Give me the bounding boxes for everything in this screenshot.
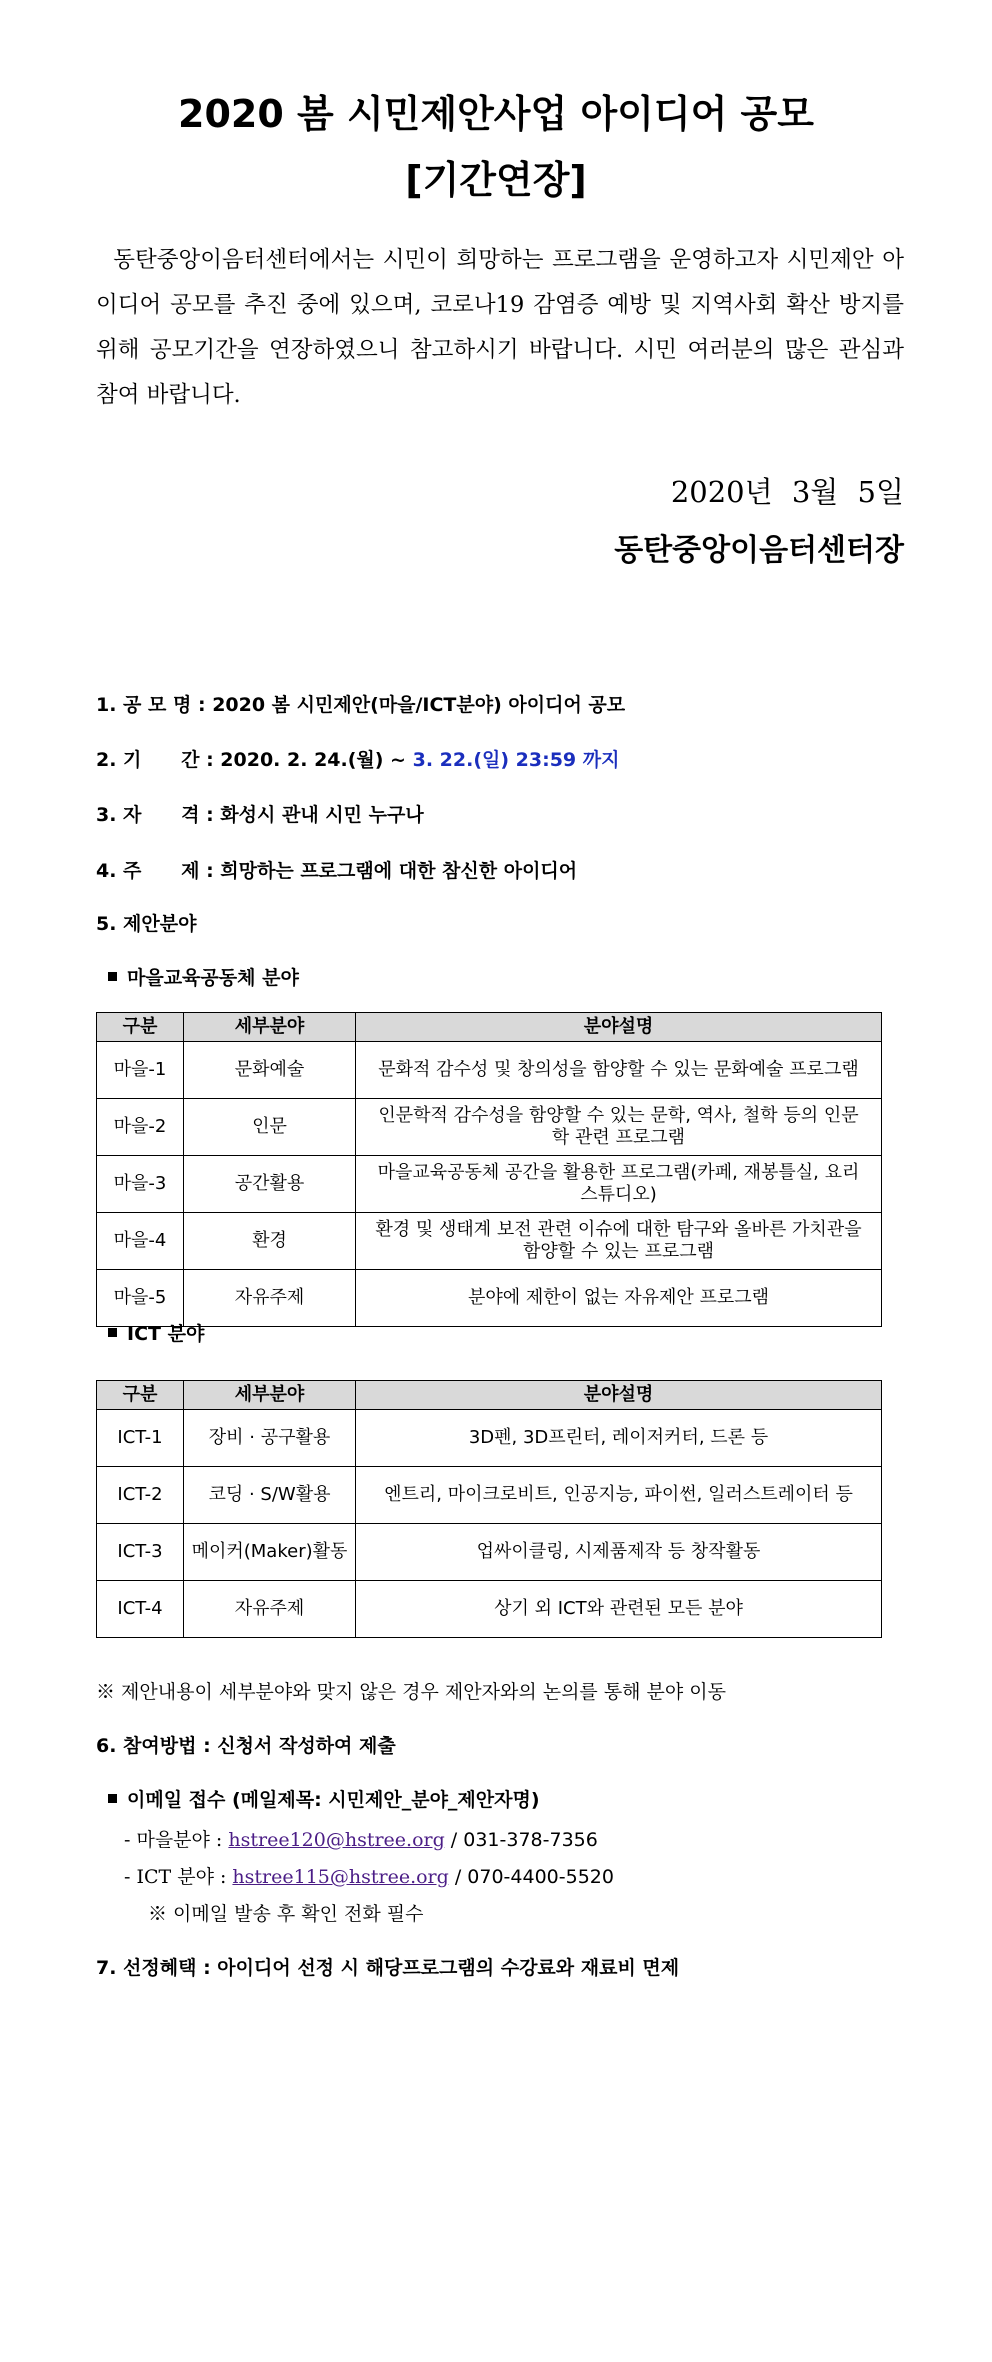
page-subtitle: [기간연장]	[405, 158, 587, 202]
column-header: 구분	[97, 1013, 184, 1042]
row-subfield: 공간활용	[184, 1156, 356, 1213]
column-header: 구분	[97, 1381, 184, 1410]
column-header: 세부분야	[184, 1381, 356, 1410]
column-header: 분야설명	[356, 1381, 882, 1410]
extended-deadline: 3. 22.(일) 23:59 까지	[412, 749, 620, 771]
page-title: 2020 봄 시민제안사업 아이디어 공모	[178, 92, 814, 136]
row-subfield: 코딩 · S/W활용	[184, 1467, 356, 1524]
table-row	[97, 1156, 882, 1213]
row-description: 업싸이클링, 시제품제작 등 창작활동	[356, 1524, 882, 1581]
village-heading: 마을교육공동체 분야	[108, 964, 299, 992]
table-row	[97, 1467, 882, 1524]
row-subfield: 메이커(Maker)활동	[184, 1524, 356, 1581]
item-topic: 4. 주 제 : 희망하는 프로그램에 대한 참신한 아이디어	[96, 860, 578, 882]
item-fields: 5. 제안분야	[96, 913, 197, 935]
village-phone: / 031-378-7356	[444, 1829, 598, 1851]
row-description: 인문학적 감수성을 함양할 수 있는 문학, 역사, 철학 등의 인문학 관련 프로그램	[356, 1099, 882, 1156]
row-description: 상기 외 ICT와 관련된 모든 분야	[356, 1581, 882, 1638]
row-subfield: 장비 · 공구활용	[184, 1410, 356, 1467]
table-row	[97, 1410, 882, 1467]
item-participation: 6. 참여방법 : 신청서 작성하여 제출	[96, 1735, 396, 1757]
row-code: 마을-2	[97, 1099, 184, 1156]
row-code: ICT-3	[97, 1524, 184, 1581]
village-email-link[interactable]: hstree120@hstree.org	[228, 1829, 445, 1851]
row-description: 3D펜, 3D프린터, 레이저커터, 드론 등	[356, 1410, 882, 1467]
row-code: ICT-1	[97, 1410, 184, 1467]
table-row	[97, 1099, 882, 1156]
square-bullet-icon	[108, 1328, 117, 1337]
ict-contact: - ICT 분야 : hstree115@hstree.org / 070-4400-5520	[124, 1866, 614, 1888]
row-description: 환경 및 생태계 보전 관련 이슈에 대한 탐구와 올바른 가치관을 함양할 수 있는 프로그램	[356, 1213, 882, 1270]
intro-paragraph: 동탄중앙이음터센터에서는 시민이 희망하는 프로그램을 운영하고자 시민제안 아이디어 공모를 추진 중에 있으며, 코로나19 감염증 예방 및 지역사회 확산 방지를 위해 공모기간을 연장하였으니 참고하시기 바랍니다. 시민 여러분의 많은 관심과 참여 바랍니다.	[96, 247, 904, 408]
village-contact: - 마을분야 : hstree120@hstree.org / 031-378-7356	[124, 1829, 598, 1851]
column-header: 세부분야	[184, 1013, 356, 1042]
row-subfield: 문화예술	[184, 1042, 356, 1099]
row-code: 마을-4	[97, 1213, 184, 1270]
field-change-note: ※ 제안내용이 세부분야와 맞지 않은 경우 제안자와의 논의를 통해 분야 이동	[96, 1681, 727, 1703]
item-benefit: 7. 선정혜택 : 아이디어 선정 시 해당프로그램의 수강료와 재료비 면제	[96, 1957, 680, 1979]
announcement-date: 2020년 3월 5일	[670, 475, 904, 509]
table-row	[97, 1042, 882, 1099]
column-header: 분야설명	[356, 1013, 882, 1042]
row-code: 마을-5	[97, 1270, 184, 1327]
confirm-call-note: ※ 이메일 발송 후 확인 전화 필수	[148, 1903, 424, 1925]
square-bullet-icon	[108, 1794, 117, 1803]
table-row	[97, 1213, 882, 1270]
row-subfield: 자유주제	[184, 1581, 356, 1638]
ict-table	[96, 1380, 882, 1638]
ict-phone: / 070-4400-5520	[448, 1866, 614, 1888]
row-description: 마을교육공동체 공간을 활용한 프로그램(카페, 재봉틀실, 요리스튜디오)	[356, 1156, 882, 1213]
row-subfield: 자유주제	[184, 1270, 356, 1327]
ict-email-link[interactable]: hstree115@hstree.org	[232, 1866, 449, 1888]
row-code: 마을-1	[97, 1042, 184, 1099]
item-eligibility: 3. 자 격 : 화성시 관내 시민 누구나	[96, 804, 424, 826]
row-subfield: 인문	[184, 1099, 356, 1156]
table-row	[97, 1581, 882, 1638]
row-description: 문화적 감수성 및 창의성을 함양할 수 있는 문화예술 프로그램	[356, 1042, 882, 1099]
table-header-row	[97, 1013, 882, 1042]
row-code: ICT-4	[97, 1581, 184, 1638]
item-period: 2. 기 간 : 2020. 2. 24.(월) ~ 3. 22.(일) 23:59 까지	[96, 749, 620, 771]
item-contest-name: 1. 공 모 명 : 2020 봄 시민제안(마을/ICT분야) 아이디어 공모	[96, 694, 626, 716]
row-description: 엔트리, 마이크로비트, 인공지능, 파이썬, 일러스트레이터 등	[356, 1467, 882, 1524]
ict-heading: ICT 분야	[108, 1320, 204, 1348]
row-code: ICT-2	[97, 1467, 184, 1524]
table-row	[97, 1270, 882, 1327]
village-table	[96, 1012, 882, 1327]
square-bullet-icon	[108, 972, 117, 981]
row-code: 마을-3	[97, 1156, 184, 1213]
issuer-name: 동탄중앙이음터센터장	[614, 533, 904, 568]
row-description: 분야에 제한이 없는 자유제안 프로그램	[356, 1270, 882, 1327]
table-header-row	[97, 1381, 882, 1410]
email-heading: 이메일 접수 (메일제목: 시민제안_분야_제안자명)	[108, 1786, 540, 1814]
table-row	[97, 1524, 882, 1581]
row-subfield: 환경	[184, 1213, 356, 1270]
